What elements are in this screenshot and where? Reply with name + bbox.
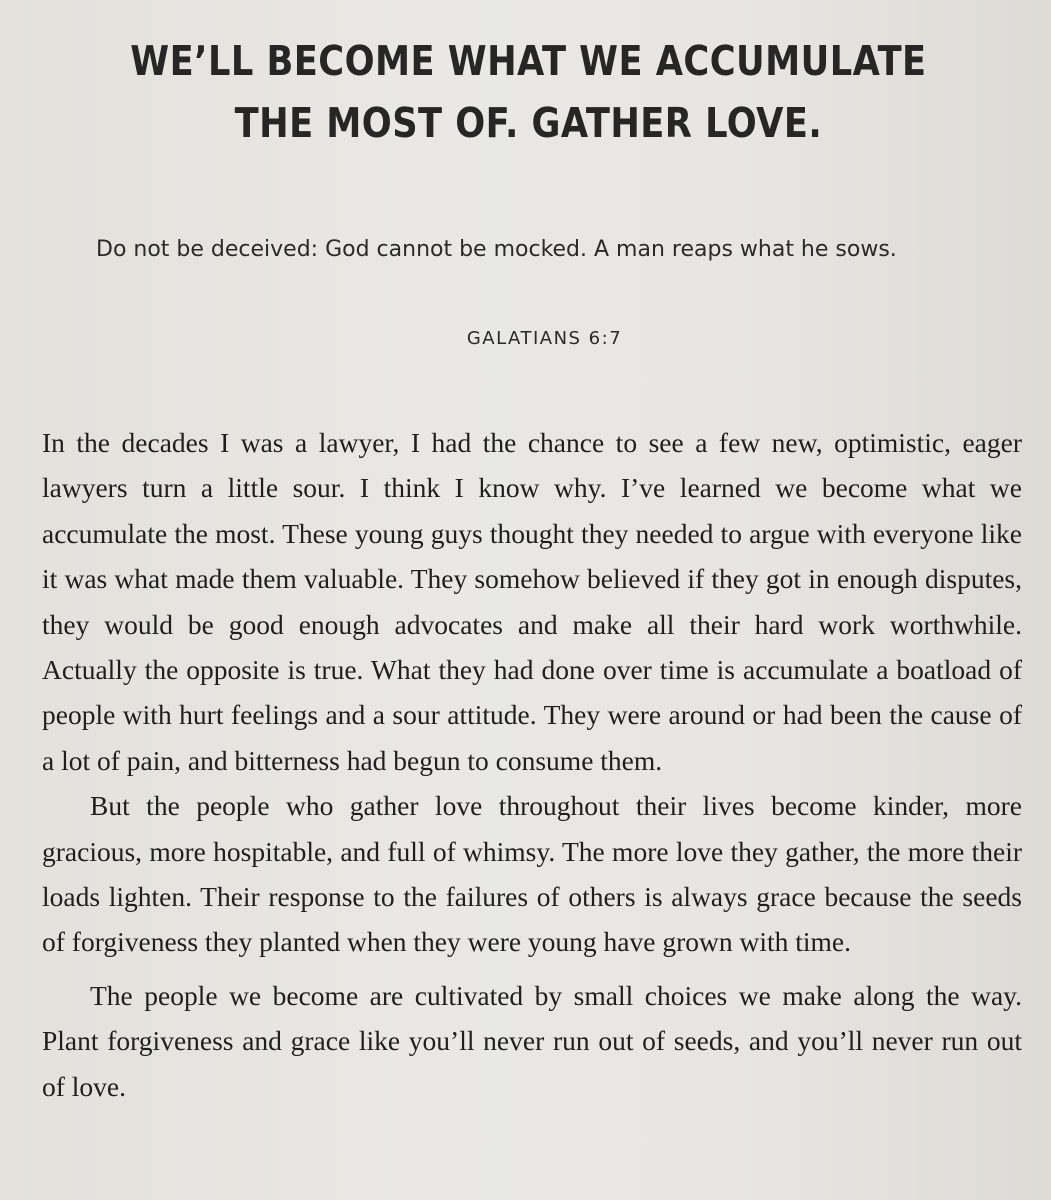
body-paragraph-2: But the people who gather love throughout their lives become kinder, more gracious, more hospitable, and full of whimsy. The more love they gather, the more their loads lighten. Their response to the failures of others is always grace because the seeds of forgiveness they planted when they were young have grown with time. — [42, 790, 1022, 958]
epigraph-quote: Do not be deceived: God cannot be mocked. A man reaps what he sows. — [96, 237, 897, 262]
chapter-title-line-2: THE MOST OF. GATHER LOVE. — [234, 99, 823, 147]
chapter-title-line-1: WE’LL BECOME WHAT WE ACCUMULATE — [130, 37, 927, 85]
body-paragraph-3: The people we become are cultivated by small choices we make along the way. Plant forgiveness and grace like you’ll never run out of seeds, and you’ll never run out of love. — [42, 979, 1022, 1102]
body-paragraph-1: In the decades I was a lawyer, I had the chance to see a few new, optimistic, eager lawyers turn a little sour. I think I know why. I’ve learned we become what we accumulate the most. These young guys thought they needed to argue with everyone like it was what made them valuable. They somehow believed if they got in enough disputes, they would be good enough advocates and make all their hard work worthwhile. Actually the opposite is true. What they had done over time is accumulate a boatload of people with hurt feelings and a sour attitude. They were around or had been the cause of a lot of pain, and bitterness had begun to consume them. — [42, 427, 1022, 776]
body-text — [42, 420, 1022, 1109]
epigraph-reference: GALATIANS 6:7 — [466, 328, 623, 349]
chapter-title — [77, 30, 981, 154]
